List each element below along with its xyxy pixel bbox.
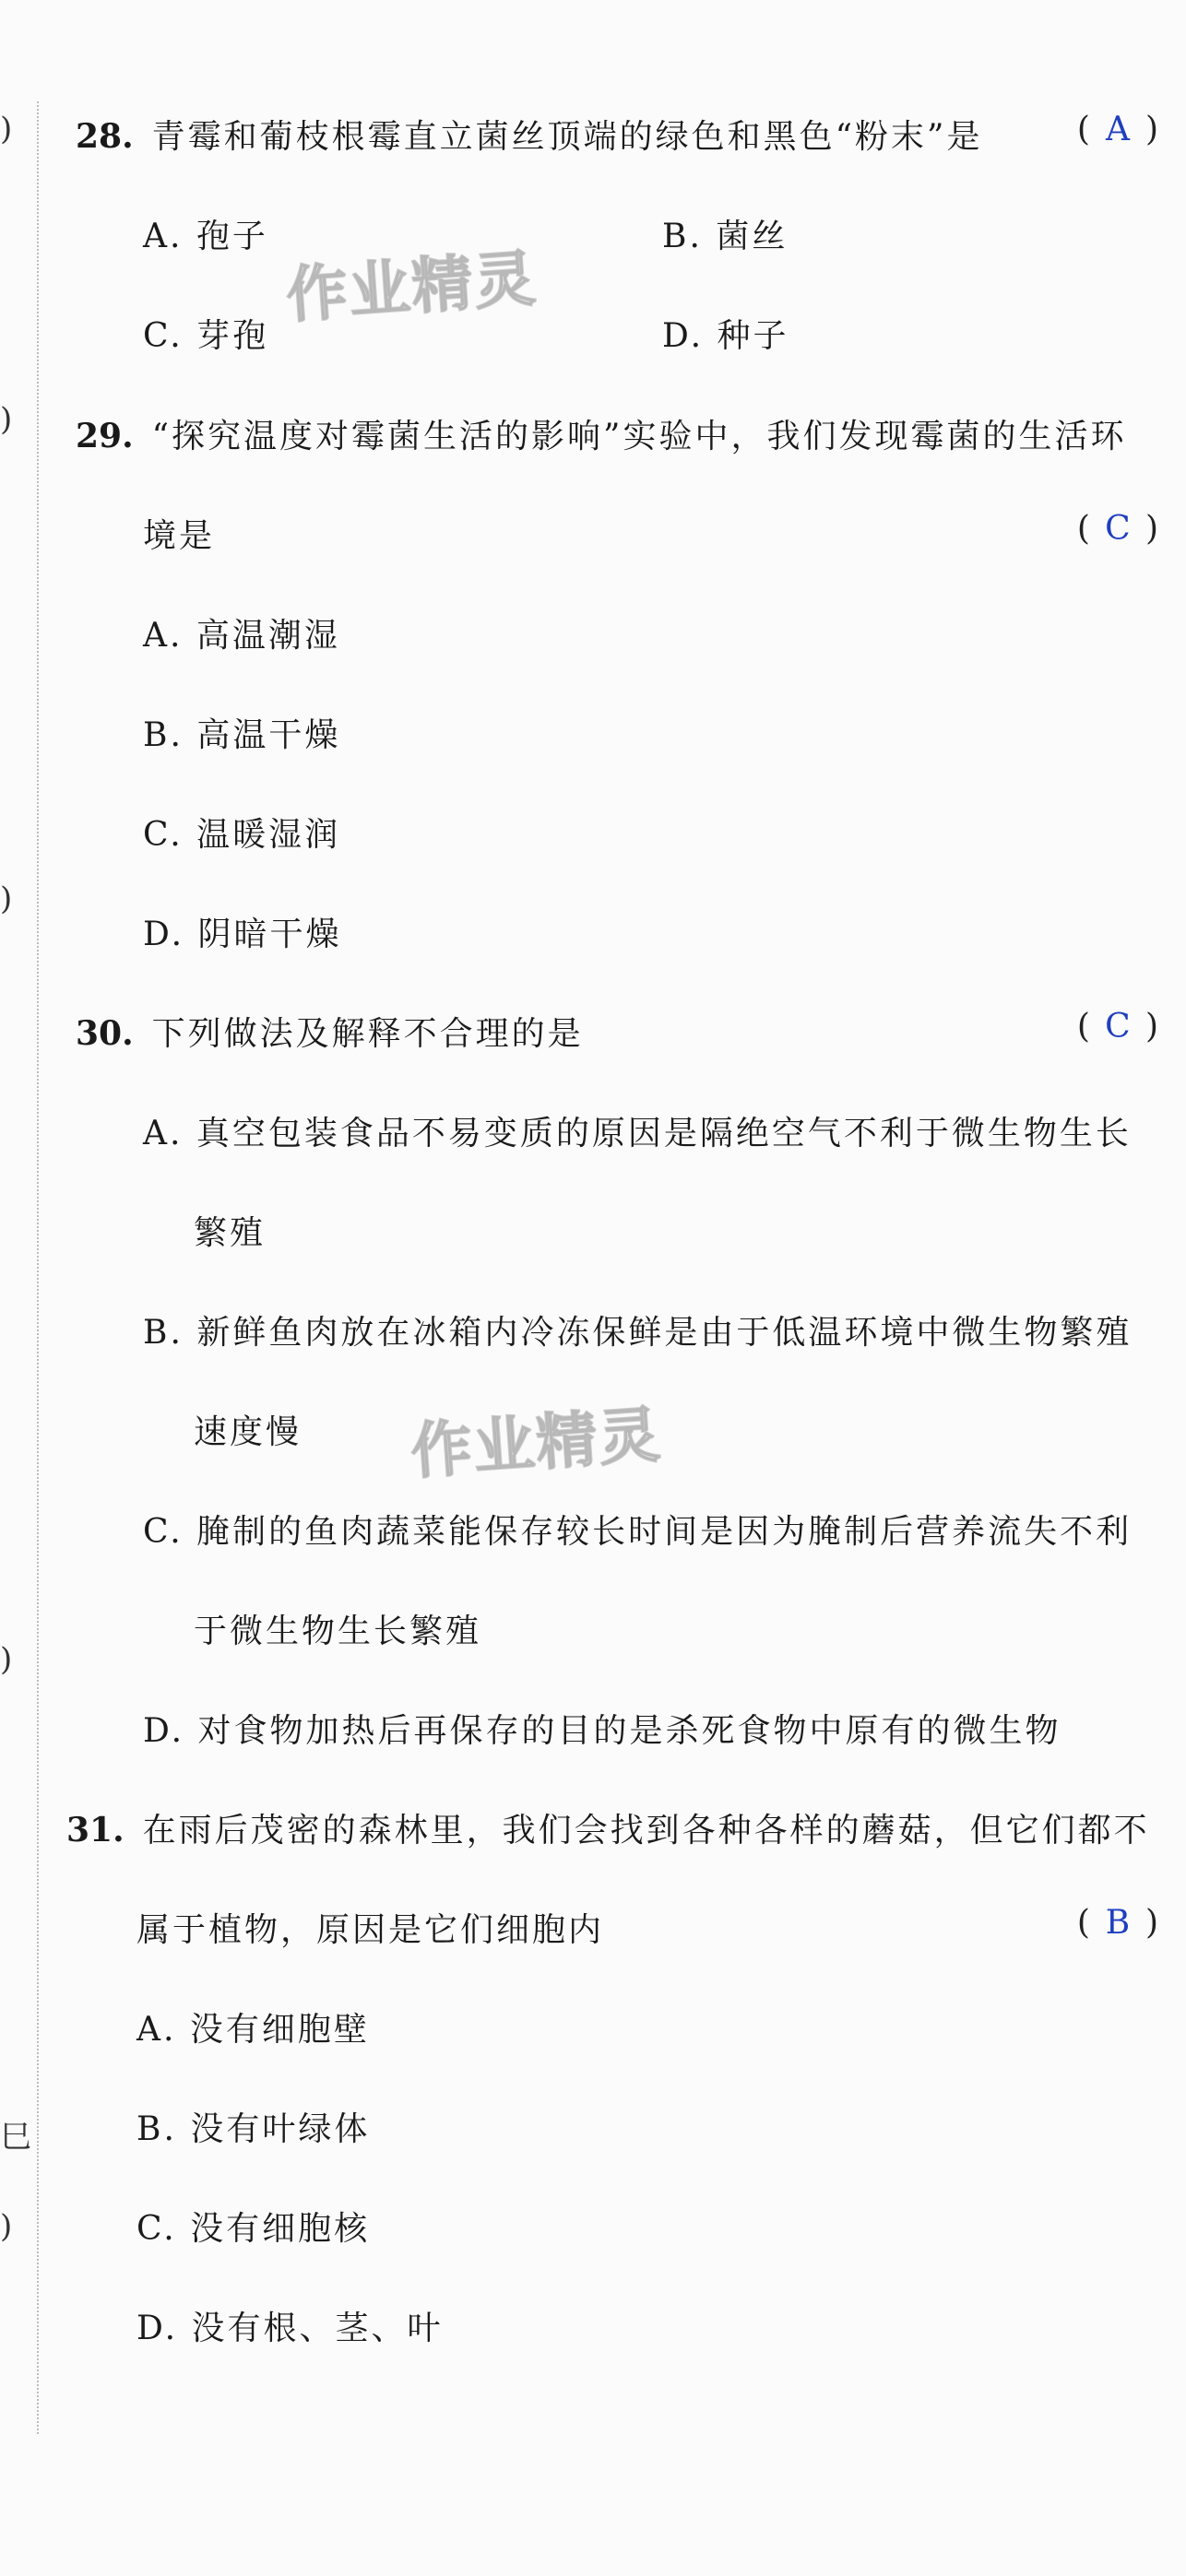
answer-box: ( C ) xyxy=(1076,1008,1158,1046)
edge-mark: ) xyxy=(0,401,13,438)
question-number: 31. xyxy=(66,1811,125,1849)
answer-box: ( A ) xyxy=(1076,111,1158,148)
stem-line: 属于植物，原因是它们细胞内 xyxy=(136,1911,605,1949)
edge-mark: ) xyxy=(0,111,13,148)
question-stem xyxy=(76,1008,584,1055)
option-d: D. 没有根、茎、叶 xyxy=(136,2310,444,2347)
edge-mark: 巳 xyxy=(0,2119,31,2156)
question-number: 28. xyxy=(76,117,134,156)
option-c: C. 腌制的鱼肉蔬菜能保存较长时间是因为腌制后营养流失不利 xyxy=(143,1513,1133,1551)
option-a-continued: 繁殖 xyxy=(194,1214,267,1252)
answer-box: ( B ) xyxy=(1076,1904,1158,1942)
option-a: A. 高温潮湿 xyxy=(143,617,340,655)
edge-mark: ) xyxy=(0,2208,13,2245)
stem-line: 青霉和葡枝根霉直立菌丝顶端的绿色和黑色“粉末”是 xyxy=(151,118,983,156)
question-stem xyxy=(76,410,1126,457)
option-b-continued: 速度慢 xyxy=(194,1413,302,1451)
option-a: A. 真空包装食品不易变质的原因是隔绝空气不利于微生物生长 xyxy=(143,1115,1132,1152)
edge-mark: ) xyxy=(0,880,13,917)
watermark: 作业精灵 xyxy=(284,242,540,332)
question-stem xyxy=(76,111,982,158)
answer-value: C xyxy=(1105,510,1131,548)
option-b: B. 菌丝 xyxy=(662,218,789,255)
answer-box: ( C ) xyxy=(1076,510,1158,548)
stem-line: 境是 xyxy=(143,517,216,555)
option-c: C. 没有细胞核 xyxy=(136,2210,371,2248)
stem-line: “探究温度对霉菌生活的影响”实验中，我们发现霉菌的生活环 xyxy=(151,418,1127,455)
left-margin-divider xyxy=(37,101,39,2434)
option-d: D. 对食物加热后再保存的目的是杀死食物中原有的微生物 xyxy=(143,1712,1061,1750)
question-number: 29. xyxy=(76,417,134,455)
question-number: 30. xyxy=(76,1014,134,1053)
option-c: C. 温暖湿润 xyxy=(143,816,341,854)
stem-line: 下列做法及解释不合理的是 xyxy=(151,1015,584,1053)
option-d: D. 阴暗干燥 xyxy=(143,916,342,953)
answer-value: B xyxy=(1105,1904,1131,1942)
option-a: A. 孢子 xyxy=(143,218,268,255)
option-b: B. 没有叶绿体 xyxy=(136,2110,371,2148)
answer-value: A xyxy=(1105,111,1130,148)
answer-value: C xyxy=(1105,1008,1131,1046)
option-d: D. 种子 xyxy=(662,317,789,355)
watermark: 作业精灵 xyxy=(409,1399,664,1488)
edge-mark: ) xyxy=(0,1641,13,1678)
option-c-continued: 于微生物生长繁殖 xyxy=(194,1613,482,1650)
question-stem xyxy=(66,1804,1150,1851)
stem-line: 在雨后茂密的森林里，我们会找到各种各样的蘑菇，但它们都不 xyxy=(142,1812,1150,1849)
option-a: A. 没有细胞壁 xyxy=(136,2011,370,2049)
option-b: B. 高温干燥 xyxy=(143,716,341,754)
option-b: B. 新鲜鱼肉放在冰箱内冷冻保鲜是由于低温环境中微生物繁殖 xyxy=(143,1314,1133,1352)
option-c: C. 芽孢 xyxy=(143,317,269,355)
